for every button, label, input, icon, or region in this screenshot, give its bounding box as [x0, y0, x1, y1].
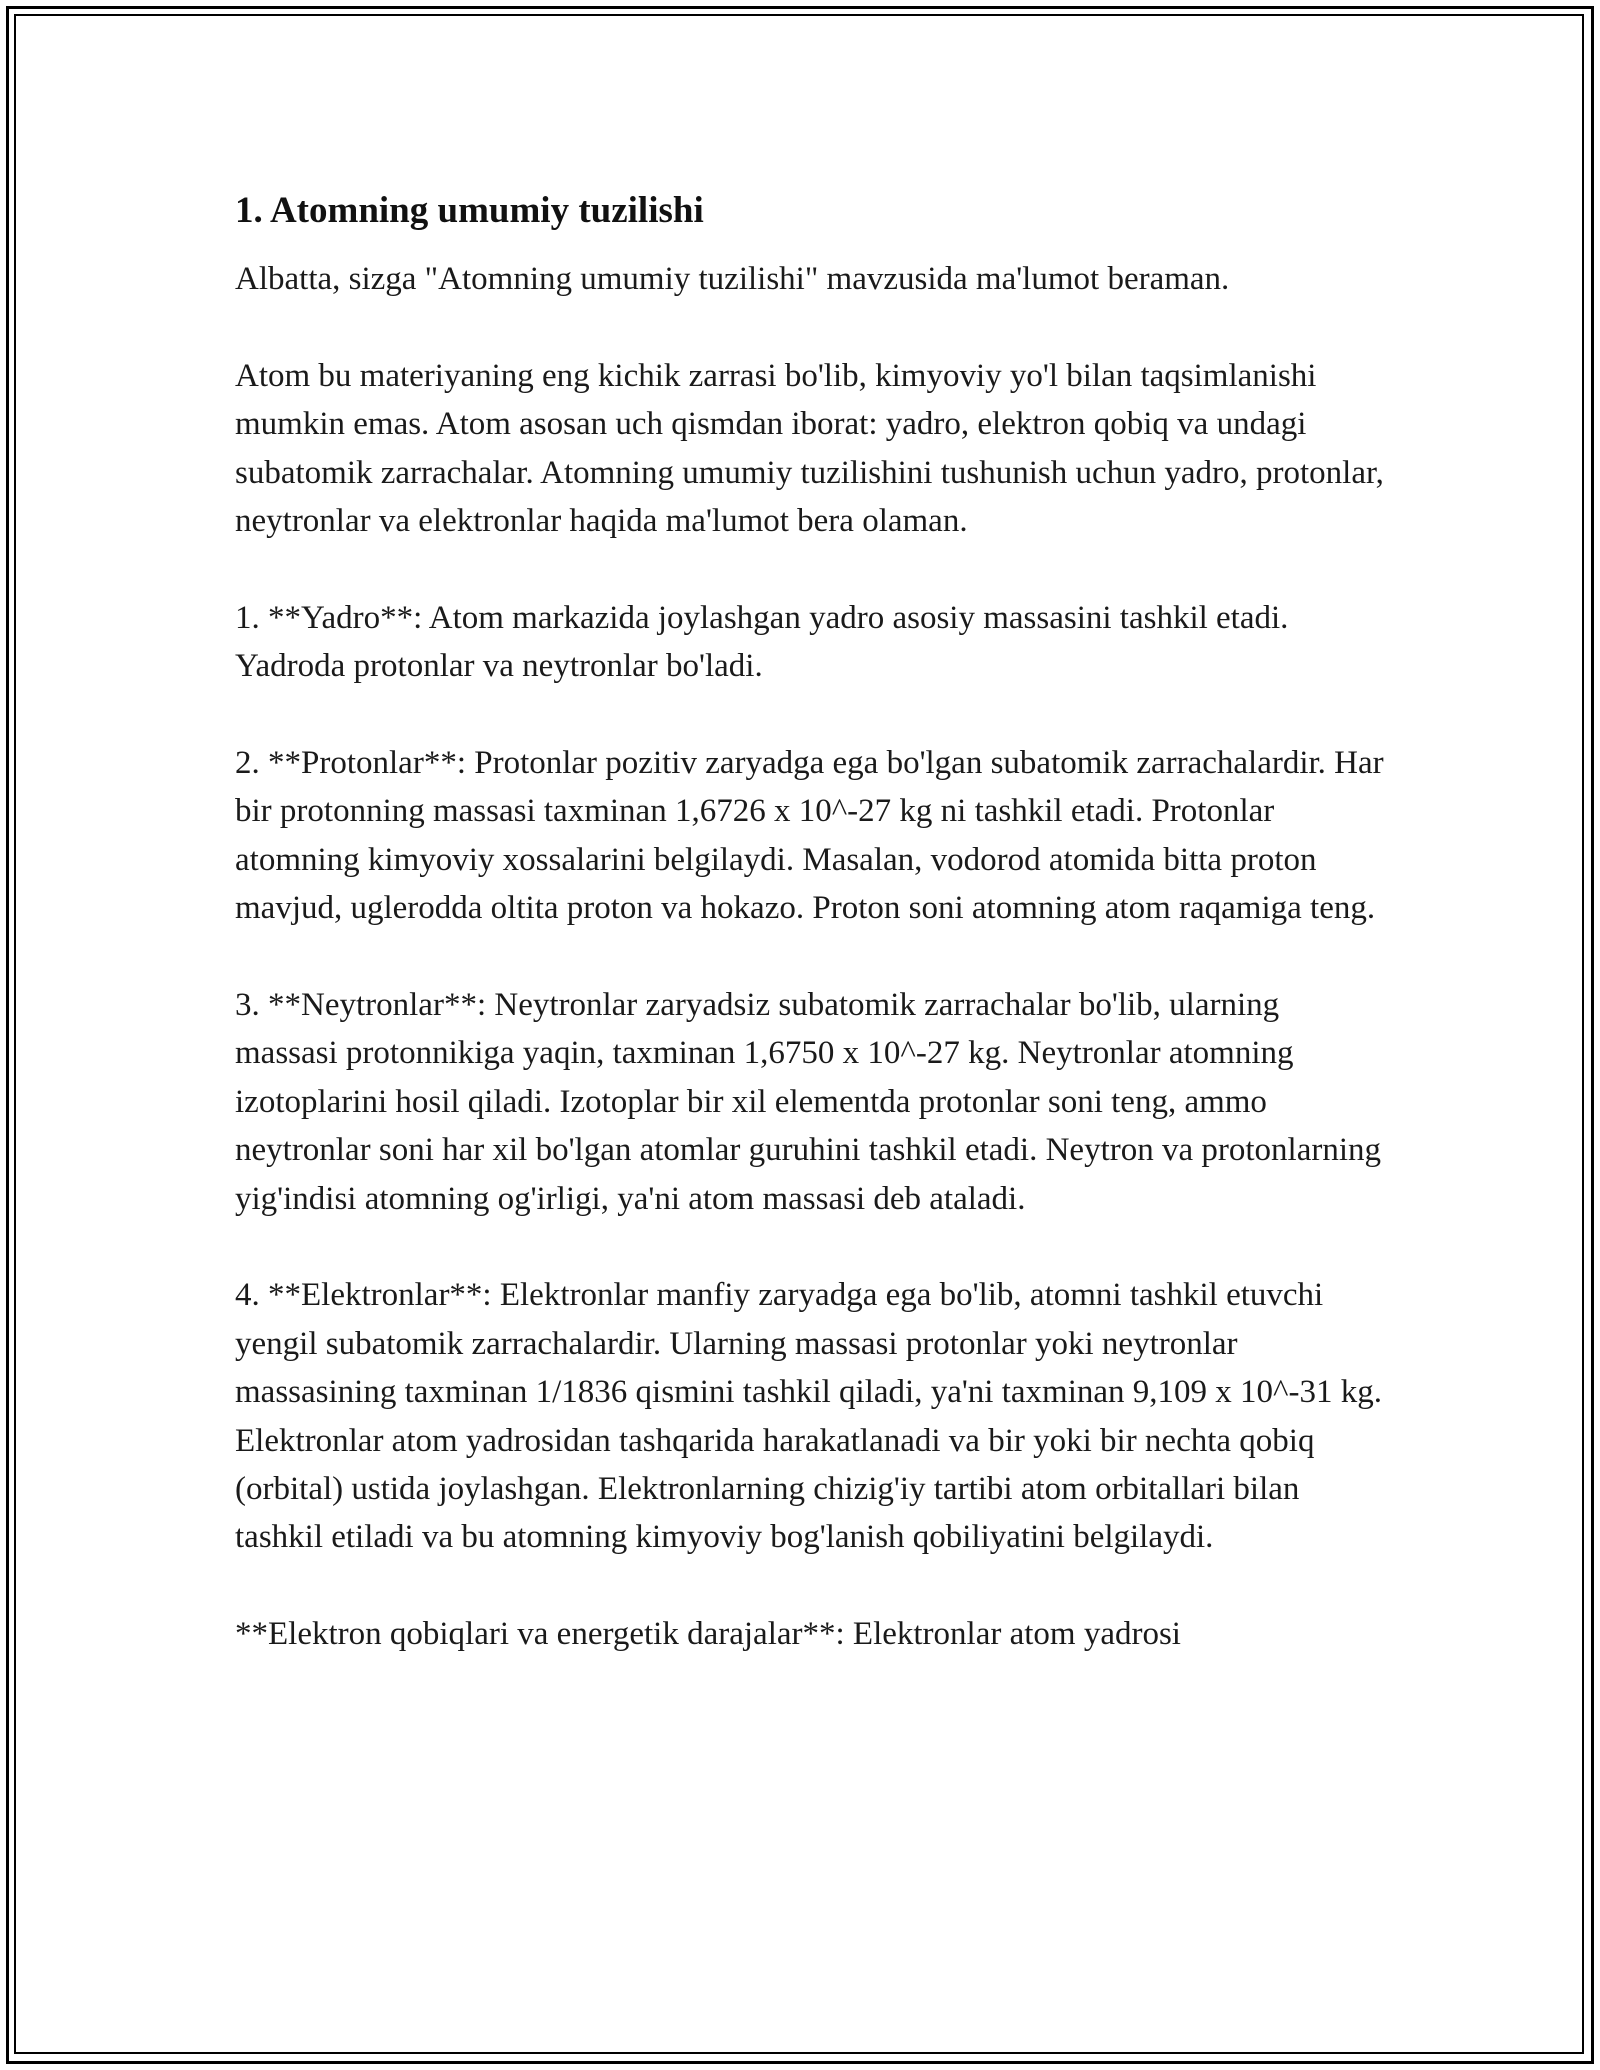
section-title: 1. Atomning umumiy tuzilishi: [235, 190, 704, 231]
document-body: [235, 185, 1385, 1659]
protons-paragraph: 2. **Protonlar**: Protonlar pozitiv zaryadga ega bo'lgan subatomik zarrachalardir. Har bir protonning massasi taxminan 1,6726 x 10^-27 kg ni tashkil etadi. Protonlar atomning kimyoviy xossalarini belgilaydi. Masalan, vodorod atomida bitta proton mavjud, uglerodda oltita proton va hokazo. Proton soni atomning atom raqamiga teng.: [235, 745, 1384, 927]
neutrons-paragraph: 3. **Neytronlar**: Neytronlar zaryadsiz subatomik zarrachalar bo'lib, ularning massasi protonnikiga yaqin, taxminan 1,6750 x 10^-27 kg. Neytronlar atomning izotoplarini hosil qiladi. Izotoplar bir xil elementda protonlar soni teng, ammo neytronlar soni har xil bo'lgan atomlar guruhini tashkil etadi. Neytron va protonlarning yig'indisi atomning og'irligi, ya'ni atom massasi deb ataladi.: [235, 987, 1382, 1217]
nucleus-paragraph: 1. **Yadro**: Atom markazida joylashgan yadro asosiy massasini tashkil etadi. Yadroda protonlar va neytronlar bo'ladi.: [235, 599, 1289, 685]
intro-paragraph: Albatta, sizga "Atomning umumiy tuzilishi" mavzusida ma'lumot beraman.: [235, 261, 1230, 297]
electron-shells-paragraph: **Elektron qobiqlari va energetik darajalar**: Elektronlar atom yadrosi: [235, 1616, 1181, 1653]
electrons-paragraph: 4. **Elektronlar**: Elektronlar manfiy zaryadga ega bo'lib, atomni tashkil etuvchi yengil subatomik zarrachalardir. Ularning massasi protonlar yoki neytronlar massasining taxminan 1/1836 qismini tashkil qiladi, ya'ni taxminan 9,109 x 10^-31 kg. Elektronlar atom yadrosidan tashqarida harakatlanadi va bir yoki bir nechta qobiq (orbital) ustida joylashgan. Elektronlarning chizig'iy tartibi atom orbitallari bilan tashkil etiladi va bu atomning kimyoviy bog'lanish qobiliyatini belgilaydi.: [235, 1277, 1382, 1556]
atom-definition-paragraph: Atom bu materiyaning eng kichik zarrasi bo'lib, kimyoviy yo'l bilan taqsimlanishi mumkin emas. Atom asosan uch qismdan iborat: yadro, elektron qobiq va undagi subatomik zarrachalar. Atomning umumiy tuzilishini tushunish uchun yadro, protonlar, neytronlar va elektronlar haqida ma'lumot bera olaman.: [235, 357, 1384, 540]
